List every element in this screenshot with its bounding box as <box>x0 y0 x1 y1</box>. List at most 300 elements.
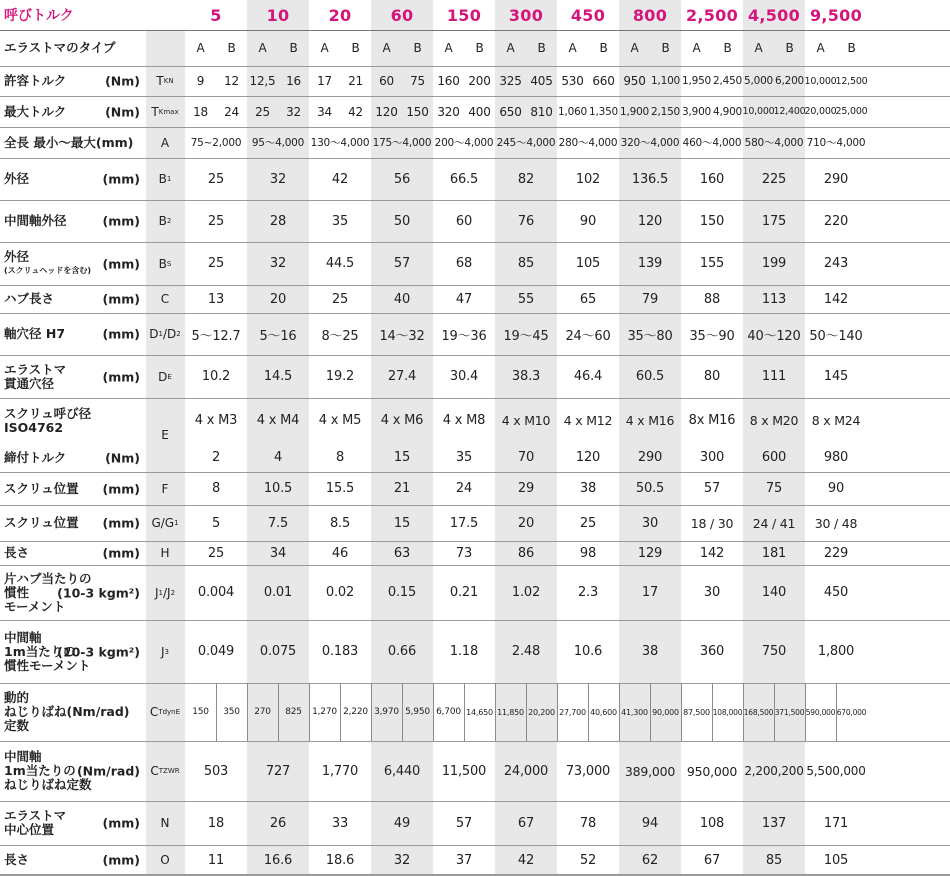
row-label-c <box>4 285 144 313</box>
value-cell: 2.48 <box>511 644 541 659</box>
size-header-1: 10 <box>266 5 290 25</box>
value-cell: 0.66 <box>387 644 417 659</box>
row-unit: (mm) <box>102 515 140 531</box>
value-cell: 75~2,000 <box>190 136 242 149</box>
value-cell: 42 <box>331 171 349 187</box>
value-cell: 400 <box>468 104 491 119</box>
value-cell: 60 <box>379 74 394 88</box>
row-label-tkmax <box>4 96 144 127</box>
row-symbol-length: A <box>160 135 170 150</box>
value-cell: 30 <box>641 515 659 531</box>
value-cell: 17 <box>317 74 332 88</box>
value-cell: 8 x M20 <box>749 413 799 428</box>
value-cell: 120 <box>637 213 663 229</box>
row-unit: (Nm/rad) <box>76 763 140 779</box>
value-cell: 108 <box>699 815 725 831</box>
value-cell: 14～32 <box>379 328 425 344</box>
row-symbol-o: O <box>160 853 170 867</box>
value-cell: 73,000 <box>565 763 611 779</box>
value-cell: 19～45 <box>503 328 549 344</box>
value-cell: 660 <box>592 74 615 88</box>
value-cell: 88 <box>703 291 721 307</box>
value-cell: 129 <box>637 545 663 561</box>
row-label-line: スクリュ位置 <box>4 480 79 496</box>
value-cell: 12 <box>224 74 239 88</box>
value-cell: 32 <box>286 104 301 119</box>
value-cell: 171 <box>823 815 849 831</box>
value-cell: 8 <box>335 450 345 465</box>
row-label-line: 全長 最小～最大(mm) <box>4 134 134 150</box>
value-cell: 14.5 <box>263 369 293 384</box>
value-cell: 11,850 <box>497 707 524 717</box>
value-cell: 10,000 <box>742 106 775 117</box>
row-label-line: 軸穴径 H7 <box>4 326 66 341</box>
value-cell: 40,600 <box>590 707 617 717</box>
value-cell: 25 <box>255 104 270 119</box>
value-cell: 450 <box>823 585 849 600</box>
value-cell: 68 <box>455 256 473 271</box>
value-cell: 405 <box>530 74 553 88</box>
value-cell: 10.5 <box>263 481 293 496</box>
value-cell: 0.02 <box>325 585 355 600</box>
size-header-0: 5 <box>210 5 222 25</box>
row-label-line: 貫通穴径 <box>4 375 55 391</box>
value-cell: 15 <box>393 515 411 531</box>
value-cell: 46.4 <box>573 369 603 384</box>
row-label-bs <box>4 242 144 285</box>
value-cell: 3,900 <box>681 105 712 118</box>
value-cell: 30 / 48 <box>814 515 858 531</box>
value-cell: 30.4 <box>449 369 479 384</box>
row-symbol-b1: B 1 <box>158 172 172 186</box>
row-unit: (mm) <box>102 213 140 229</box>
value-cell: 727 <box>265 763 291 779</box>
value-cell: 371,500 <box>774 707 805 717</box>
value-cell: 78 <box>579 815 597 831</box>
size-header-10: 9,500 <box>809 5 863 25</box>
value-cell: 47 <box>455 291 473 307</box>
row-symbol-b2: B 2 <box>158 214 172 228</box>
value-cell: 320 <box>437 104 460 119</box>
column-separator <box>433 683 434 741</box>
value-cell: 49 <box>393 815 411 831</box>
value-cell: 20,000 <box>804 106 837 117</box>
value-cell: 113 <box>761 291 787 307</box>
value-cell: 1,060 <box>557 105 588 118</box>
value-cell: 12,5 <box>249 74 276 88</box>
column-separator <box>371 683 372 741</box>
value-cell: 14,650 <box>466 707 493 717</box>
value-cell: 79 <box>641 291 659 307</box>
value-cell: A <box>630 41 639 55</box>
row-symbol-f: F <box>161 481 169 496</box>
value-cell: 325 <box>499 74 522 88</box>
row-symbol-screw-e: E <box>161 428 169 442</box>
value-cell: 16 <box>286 74 301 88</box>
value-cell: 105 <box>823 852 849 868</box>
value-cell: 24～60 <box>565 328 611 344</box>
value-cell: 24,000 <box>503 763 549 779</box>
value-cell: 35 <box>331 213 349 229</box>
value-cell: 2,220 <box>343 707 368 717</box>
value-cell: 34 <box>269 545 287 561</box>
row-symbol-c: C <box>160 292 170 306</box>
value-cell: 120 <box>375 104 398 119</box>
value-cell: 590,000 <box>805 707 836 717</box>
value-cell: 7.5 <box>267 515 289 531</box>
value-cell: 9 <box>196 74 205 88</box>
value-cell: 18 <box>207 815 225 831</box>
row-unit: (mm) <box>102 291 140 307</box>
value-cell: 57 <box>455 815 473 831</box>
value-cell: 1.18 <box>449 644 479 659</box>
value-cell: 320～4,000 <box>620 137 680 149</box>
ab-separator <box>526 683 527 741</box>
value-cell: 460～4,000 <box>682 137 742 149</box>
value-cell: 38.3 <box>511 369 541 384</box>
row-label-line: 1m当たりの <box>4 763 76 778</box>
value-cell: 94 <box>641 815 659 831</box>
row-symbol-g: G/G 1 <box>151 516 179 530</box>
size-header-8: 2,500 <box>685 5 739 25</box>
row-label-line: 外径 <box>4 171 30 186</box>
value-cell: 670,000 <box>836 707 867 717</box>
value-cell: 0.01 <box>263 585 293 600</box>
value-cell: 16.6 <box>263 852 293 868</box>
value-cell: 175 <box>761 213 787 229</box>
row-label-line: 中間軸 <box>4 749 42 764</box>
value-cell: 4 x M3 <box>194 413 238 428</box>
value-cell: A <box>258 41 267 55</box>
value-cell: 199 <box>761 256 787 271</box>
column-separator <box>495 683 496 741</box>
value-cell: A <box>568 41 577 55</box>
value-cell: 108,000 <box>712 707 743 717</box>
value-cell: 0.21 <box>449 585 479 600</box>
value-cell: 1,950 <box>681 75 712 87</box>
value-cell: 137 <box>761 815 787 831</box>
row-unit: (mm) <box>102 852 140 868</box>
value-cell: 4 x M4 <box>256 413 300 428</box>
value-cell: 29 <box>517 481 535 496</box>
value-cell: 950,000 <box>686 763 738 779</box>
value-cell: 18 <box>193 104 208 119</box>
value-cell: 75 <box>765 481 783 496</box>
row-label-line: モーメント <box>4 598 66 614</box>
value-cell: 1.02 <box>511 585 541 600</box>
row-unit: (mm) <box>102 326 140 342</box>
column-separator <box>557 683 558 741</box>
value-cell: A <box>196 41 205 55</box>
value-cell: 0.004 <box>197 585 235 600</box>
ab-separator <box>340 683 341 741</box>
value-cell: 2.3 <box>577 585 599 600</box>
value-cell: 1,800 <box>817 644 855 659</box>
value-cell: A <box>506 41 515 55</box>
ab-separator <box>464 683 465 741</box>
row-label-line: 定数 <box>4 718 30 733</box>
value-cell: 41,300 <box>621 707 648 717</box>
row-label-ctdyn <box>4 683 144 741</box>
value-cell: 76 <box>517 213 535 229</box>
value-cell: 229 <box>823 545 849 561</box>
row-label-f <box>4 472 144 505</box>
value-cell: 50 <box>393 213 411 229</box>
row-symbol-de: D E <box>158 369 172 384</box>
value-cell: 27.4 <box>387 369 417 384</box>
row-label-line: 中間軸外径 <box>4 213 67 228</box>
value-cell: B <box>351 41 360 55</box>
value-cell: 145 <box>823 369 849 384</box>
row-label-line: (スクリュヘッドを含む) <box>4 265 92 275</box>
value-cell: 44.5 <box>325 256 355 271</box>
value-cell: 4 x M16 <box>625 413 675 428</box>
value-cell: 55 <box>517 291 535 307</box>
value-cell: 90,000 <box>652 707 679 717</box>
row-label-n <box>4 801 144 845</box>
row-symbol-ctdyn: C Tdyn E <box>149 705 181 719</box>
row-label-line: 慣性 <box>4 584 30 600</box>
row-label-screw <box>4 398 144 443</box>
value-cell: 750 <box>761 644 787 659</box>
value-cell: 85 <box>765 852 783 868</box>
value-cell: 150 <box>192 707 209 717</box>
ab-separator <box>216 683 217 741</box>
row-symbol-tkmax: T Kmax <box>151 104 179 119</box>
value-cell: 580～4,000 <box>744 137 804 149</box>
value-cell: 4 x M8 <box>442 413 486 428</box>
value-cell: 1,100 <box>650 75 681 87</box>
column-separator <box>681 683 682 741</box>
value-cell: 40 <box>393 291 411 307</box>
value-cell: 15 <box>393 450 411 465</box>
row-label-line: 外径 <box>4 248 30 264</box>
value-cell: 27,700 <box>559 707 586 717</box>
value-cell: 20 <box>269 291 287 307</box>
value-cell: 19.2 <box>325 369 355 384</box>
value-cell: A <box>754 41 763 55</box>
value-cell: B <box>723 41 732 55</box>
value-cell: 6,440 <box>383 763 421 779</box>
value-cell: 25 <box>579 515 597 531</box>
value-cell: 87,500 <box>683 707 710 717</box>
row-label-d <box>4 313 144 355</box>
value-cell: 8x M16 <box>688 413 736 428</box>
value-cell: 66.5 <box>449 171 479 187</box>
value-cell: 243 <box>823 256 849 271</box>
row-label-line: ハブ長さ <box>4 291 55 306</box>
value-cell: 37 <box>455 852 473 868</box>
value-cell: 60 <box>455 213 473 229</box>
value-cell: 70 <box>517 450 535 465</box>
ab-separator <box>712 683 713 741</box>
value-cell: B <box>413 41 422 55</box>
value-cell: 42 <box>517 852 535 868</box>
row-label-line: 最大トルク <box>4 103 67 119</box>
row-label-line: ねじりばね(Nm/rad) <box>4 704 130 719</box>
ab-separator <box>774 683 775 741</box>
value-cell: 12,400 <box>773 106 806 117</box>
value-cell: 67 <box>517 815 535 831</box>
value-cell: 105 <box>575 256 601 271</box>
row-label-line: 動的 <box>4 690 30 705</box>
value-cell: 46 <box>331 545 349 561</box>
row-label-line: 1m当たりの <box>4 643 76 659</box>
row-label-tkn <box>4 66 144 96</box>
value-cell: B <box>537 41 546 55</box>
value-cell: 8～25 <box>321 328 359 344</box>
value-cell: B <box>847 41 856 55</box>
value-cell: 8.5 <box>329 515 351 531</box>
value-cell: 181 <box>761 545 787 561</box>
value-cell: 38 <box>641 644 659 659</box>
row-label-line: エラストマ <box>4 361 67 377</box>
value-cell: 810 <box>530 104 553 119</box>
value-cell: 825 <box>285 707 302 717</box>
row-unit: (Nm) <box>105 73 140 89</box>
value-cell: 26 <box>269 815 287 831</box>
column-separator <box>619 683 620 741</box>
value-cell: B <box>289 41 298 55</box>
value-cell: 150 <box>406 104 429 119</box>
value-cell: 67 <box>703 852 721 868</box>
value-cell: 600 <box>761 450 787 465</box>
value-cell: A <box>816 41 825 55</box>
row-symbol-h: H <box>160 546 170 560</box>
row-label-type <box>4 30 144 66</box>
value-cell: 17 <box>641 585 659 600</box>
row-label-g <box>4 505 144 541</box>
value-cell: 90 <box>579 213 597 229</box>
ab-separator <box>278 683 279 741</box>
value-cell: 139 <box>637 256 663 271</box>
value-cell: 4 x M10 <box>501 413 551 428</box>
value-cell: 4 <box>273 450 283 465</box>
table-title: 呼びトルク <box>4 8 74 24</box>
value-cell: 57 <box>393 256 411 271</box>
value-cell: 1,350 <box>588 105 619 118</box>
row-label-length <box>4 127 144 158</box>
value-cell: 6,700 <box>436 707 461 717</box>
row-symbol-j3: J 3 <box>160 644 169 659</box>
value-cell: 710～4,000 <box>806 137 866 149</box>
value-cell: 82 <box>517 171 535 187</box>
value-cell: 4,900 <box>712 105 743 118</box>
value-cell: 270 <box>254 707 271 717</box>
size-header-4: 150 <box>446 5 482 25</box>
value-cell: 95～4,000 <box>251 137 305 149</box>
value-cell: 290 <box>637 450 663 465</box>
value-cell: 102 <box>575 171 601 187</box>
value-cell: 5～16 <box>259 328 297 344</box>
value-cell: 86 <box>517 545 535 561</box>
value-cell: 40～120 <box>747 328 801 344</box>
value-cell: 200 <box>468 74 491 88</box>
row-unit: (mm) <box>102 256 140 271</box>
row-label-j3 <box>4 620 144 683</box>
value-cell: 5,950 <box>405 707 430 717</box>
value-cell: 136.5 <box>631 171 669 187</box>
value-cell: 650 <box>499 104 522 119</box>
value-cell: 21 <box>348 74 363 88</box>
value-cell: 5～12.7 <box>191 328 241 344</box>
column-separator <box>805 683 806 741</box>
row-symbol-bs: B S <box>158 256 172 271</box>
value-cell: 389,000 <box>624 763 676 779</box>
row-label-o <box>4 845 144 875</box>
value-cell: 73 <box>455 545 473 561</box>
value-cell: 980 <box>823 450 849 465</box>
value-cell: 0.075 <box>259 644 297 659</box>
row-symbol-ct: C T ZWR <box>150 764 180 778</box>
row-symbol-type <box>146 30 184 66</box>
row-label-line: 許容トルク <box>4 73 67 88</box>
value-cell: 11,500 <box>441 763 487 779</box>
value-cell: 5,500,000 <box>806 764 866 778</box>
value-cell: 142 <box>699 545 725 561</box>
value-cell: 18 / 30 <box>690 515 734 531</box>
value-cell: 950 <box>623 74 646 88</box>
row-unit: (mm) <box>102 369 140 384</box>
value-cell: 13 <box>207 291 225 307</box>
row-label-line: 長さ <box>4 545 30 560</box>
value-cell: 21 <box>393 481 411 496</box>
row-label-line: スクリュ位置 <box>4 515 79 530</box>
row-label-de <box>4 355 144 398</box>
row-label-line: ねじりばね定数 <box>4 777 92 792</box>
value-cell: 4 x M6 <box>380 413 424 428</box>
value-cell: 1,770 <box>321 763 359 779</box>
row-unit: (Nm) <box>105 450 140 465</box>
row-label-ct <box>4 741 144 801</box>
value-cell: 160 <box>699 171 725 187</box>
value-cell: 19～36 <box>441 328 487 344</box>
value-cell: 85 <box>517 256 535 271</box>
value-cell: 24 <box>224 104 239 119</box>
value-cell: 57 <box>703 481 721 496</box>
row-label-line: 長さ <box>4 852 30 867</box>
value-cell: 280～4,000 <box>558 137 618 149</box>
value-cell: 12,500 <box>835 75 868 87</box>
value-cell: 120 <box>575 450 601 465</box>
value-cell: A <box>320 41 329 55</box>
value-cell: 25 <box>331 291 349 307</box>
value-cell: 33 <box>331 815 349 831</box>
row-label-b2 <box>4 200 144 242</box>
value-cell: 245～4,000 <box>496 137 556 149</box>
value-cell: 18.6 <box>325 852 355 868</box>
value-cell: 220 <box>823 213 849 229</box>
size-header-5: 300 <box>508 5 544 25</box>
row-unit: (Nm) <box>105 104 140 119</box>
value-cell: 62 <box>641 852 659 868</box>
row-label-j12 <box>4 565 144 620</box>
value-cell: 20,200 <box>528 707 555 717</box>
value-cell: 10,000 <box>804 75 837 87</box>
value-cell: 1,900 <box>619 105 650 118</box>
value-cell: 63 <box>393 545 411 561</box>
row-label-line: エラストマ <box>4 808 67 823</box>
value-cell: 10.2 <box>201 369 231 384</box>
row-unit: (mm) <box>102 481 140 496</box>
row-label-b1 <box>4 158 144 200</box>
row-label-line: 中心位置 <box>4 822 55 837</box>
ab-separator <box>836 683 837 741</box>
size-header-7: 800 <box>632 5 668 25</box>
value-cell: 56 <box>393 171 411 187</box>
size-header-9: 4,500 <box>747 5 801 25</box>
value-cell: 35～80 <box>627 328 673 344</box>
